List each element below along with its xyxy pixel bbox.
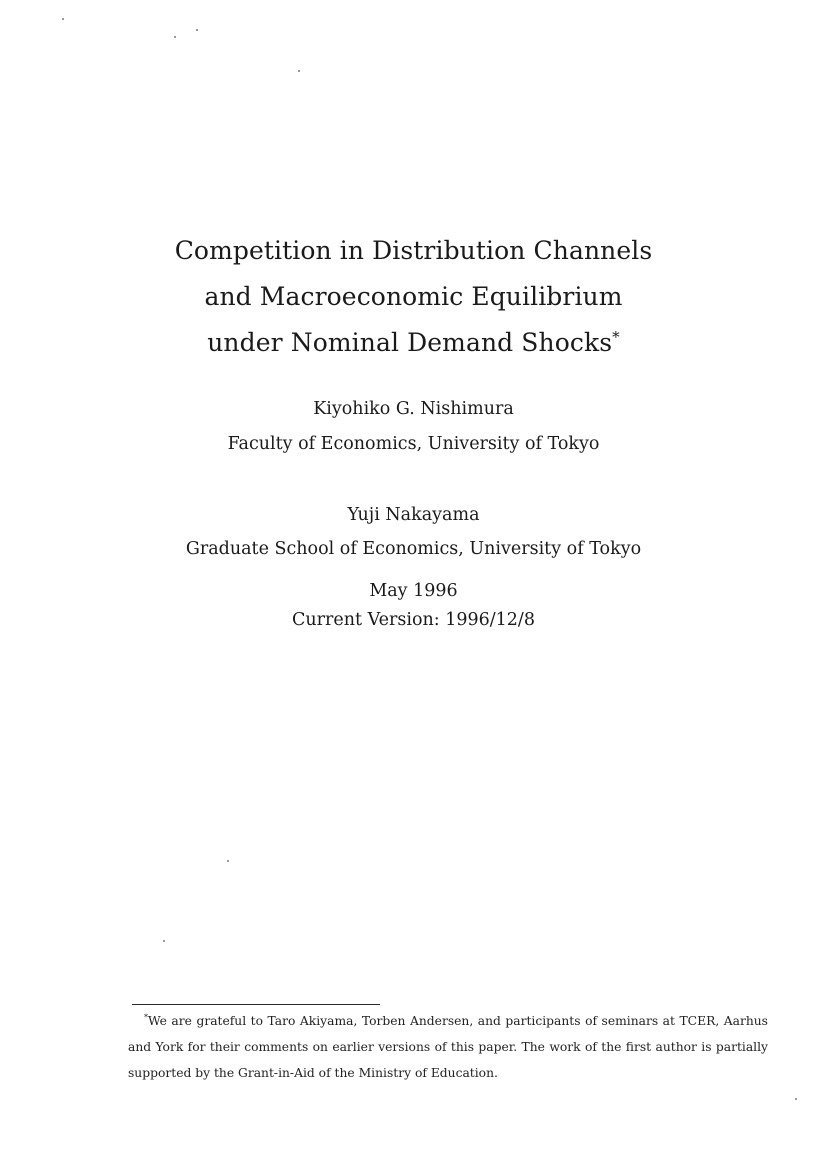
paper-title <box>0 228 827 366</box>
footnote-mark: * <box>144 1013 148 1022</box>
author-name-1: Kiyohiko G. Nishimura <box>313 399 514 419</box>
scan-speck <box>227 860 229 862</box>
paper-version: Current Version: 1996/12/8 <box>292 610 535 630</box>
scan-speck <box>62 18 64 20</box>
scan-speck <box>174 36 176 38</box>
scan-speck <box>163 940 165 942</box>
author-affiliation-1: Faculty of Economics, University of Tokyo <box>227 434 600 454</box>
footnote-text: We are grateful to Taro Akiyama, Torben Andersen, and participants of seminars at TCER, Aarhus and York for their comments on earlier versions of this paper. The work of the first author is partially supported by the Grant-in-Aid of the Ministry of Education. <box>128 1014 768 1080</box>
title-line-2: and Macroeconomic Equilibrium <box>204 282 623 311</box>
author-affiliation-2: Graduate School of Economics, University of Tokyo <box>185 539 642 559</box>
paper-date: May 1996 <box>369 581 458 601</box>
title-line-3-text: under Nominal Demand Shocks <box>207 328 613 357</box>
scan-speck <box>196 29 198 31</box>
acknowledgement-footnote <box>128 1008 768 1086</box>
scan-speck <box>795 1098 797 1100</box>
title-line-1: Competition in Distribution Channels <box>174 236 653 265</box>
author-name-2: Yuji Nakayama <box>347 505 480 525</box>
scan-speck <box>298 70 300 72</box>
title-footnote-mark: * <box>612 328 620 346</box>
title-line-3 <box>0 320 827 366</box>
footnote-separator <box>132 1004 380 1005</box>
